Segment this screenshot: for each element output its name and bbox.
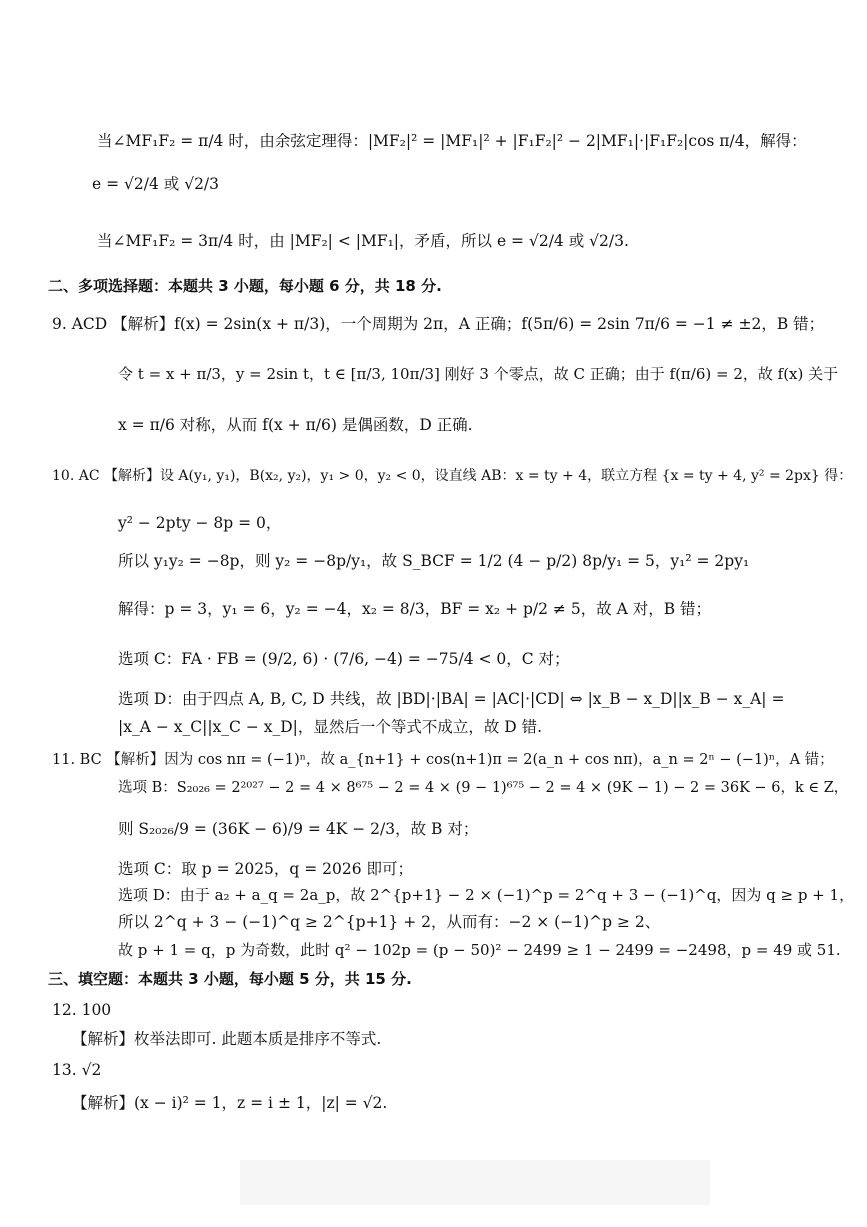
text-line: 选项 B：S₂₀₂₆ = 2²⁰²⁷ − 2 = 4 × 8⁶⁷⁵ − 2 = 4 × (9 − 1)⁶⁷⁵ − 2 = 4 × (9K − 1) − 2 = 36K − 6，k ∈ Z， bbox=[118, 780, 849, 796]
text-line: x = π/6 对称，从而 f(x + π/6) 是偶函数，D 正确. bbox=[118, 416, 473, 434]
text-line: 12. 100 bbox=[52, 1001, 112, 1019]
text-line: 所以 2^q + 3 − (−1)^q ≥ 2^{p+1} + 2，从而有：−2 × (−1)^p ≥ 2、 bbox=[118, 913, 661, 931]
section-heading: 二、多项选择题：本题共 3 小题，每小题 6 分，共 18 分. bbox=[48, 277, 442, 295]
text-line: 当∠MF₁F₂ = π/4 时，由余弦定理得：|MF₂|² = |MF₁|² + |F₁F₂|² − 2|MF₁|·|F₁F₂|cos π/4，解得： bbox=[97, 132, 807, 150]
text-line: 解得：p = 3，y₁ = 6，y₂ = −4，x₂ = 8/3，BF = x₂ + p/2 ≠ 5，故 A 对，B 错； bbox=[118, 600, 712, 618]
text-line: 13. √2 bbox=[52, 1061, 102, 1079]
text-line: 10. AC 【解析】设 A(y₁, y₁)，B(x₂, y₂)，y₁ > 0，y₂ < 0，设直线 AB：x = ty + 4，联立方程 {x = ty + 4, y² = 2px} 得： bbox=[52, 468, 853, 484]
text-line: 选项 C：FA · FB = (9/2, 6) · (7/6, −4) = −75/4 < 0，C 对； bbox=[118, 650, 570, 668]
text-line: y² − 2pty − 8p = 0， bbox=[118, 514, 282, 532]
text-line: 【解析】枚举法即可. 此题本质是排序不等式. bbox=[72, 1030, 382, 1048]
text-line: 9. ACD 【解析】f(x) = 2sin(x + π/3)，一个周期为 2π，A 正确；f(5π/6) = 2sin 7π/6 = −1 ≠ ±2，B 错； bbox=[52, 315, 825, 333]
text-line: 所以 y₁y₂ = −8p，则 y₂ = −8p/y₁，故 S_BCF = 1/2 (4 − p/2) 8p/y₁ = 5，y₁² = 2py₁ bbox=[118, 552, 750, 570]
text-line: e = √2/4 或 √2/3 bbox=[92, 175, 220, 193]
text-line: 11. BC 【解析】因为 cos nπ = (−1)ⁿ，故 a_{n+1} + cos(n+1)π = 2(a_n + cos nπ)，a_n = 2ⁿ − (−1)ⁿ，A 错； bbox=[52, 752, 834, 768]
text-line: 选项 D：由于四点 A, B, C, D 共线，故 |BD|·|BA| = |AC|·|CD| ⇔ |x_B − x_D||x_B − x_A| = bbox=[118, 690, 785, 708]
text-line: 选项 C：取 p = 2025，q = 2026 即可； bbox=[118, 860, 414, 878]
text-line: 当∠MF₁F₂ = 3π/4 时，由 |MF₂| < |MF₁|，矛盾，所以 e = √2/4 或 √2/3. bbox=[97, 232, 629, 250]
text-line: 故 p + 1 = q，p 为奇数，此时 q² − 102p = (p − 50)² − 2499 ≥ 1 − 2499 = −2498，p = 49 或 51. bbox=[118, 941, 841, 959]
section-heading: 三、填空题：本题共 3 小题，每小题 5 分，共 15 分. bbox=[48, 970, 412, 988]
text-line: 令 t = x + π/3，y = 2sin t，t ∈ [π/3, 10π/3] 刚好 3 个零点，故 C 正确；由于 f(π/6) = 2，故 f(x) 关于 bbox=[118, 365, 839, 383]
faint-watermark-area bbox=[240, 1160, 710, 1205]
text-line: 选项 D：由于 a₂ + a_q = 2a_p，故 2^{p+1} − 2 × (−1)^p = 2^q + 3 − (−1)^q，因为 q ≥ p + 1， bbox=[118, 886, 855, 904]
text-line: 则 S₂₀₂₆/9 = (36K − 6)/9 = 4K − 2/3，故 B 对； bbox=[118, 820, 479, 838]
text-line: 【解析】(x − i)² = 1，z = i ± 1，|z| = √2. bbox=[72, 1094, 388, 1112]
text-line: |x_A − x_C||x_C − x_D|，显然后一个等式不成立，故 D 错. bbox=[118, 718, 543, 736]
